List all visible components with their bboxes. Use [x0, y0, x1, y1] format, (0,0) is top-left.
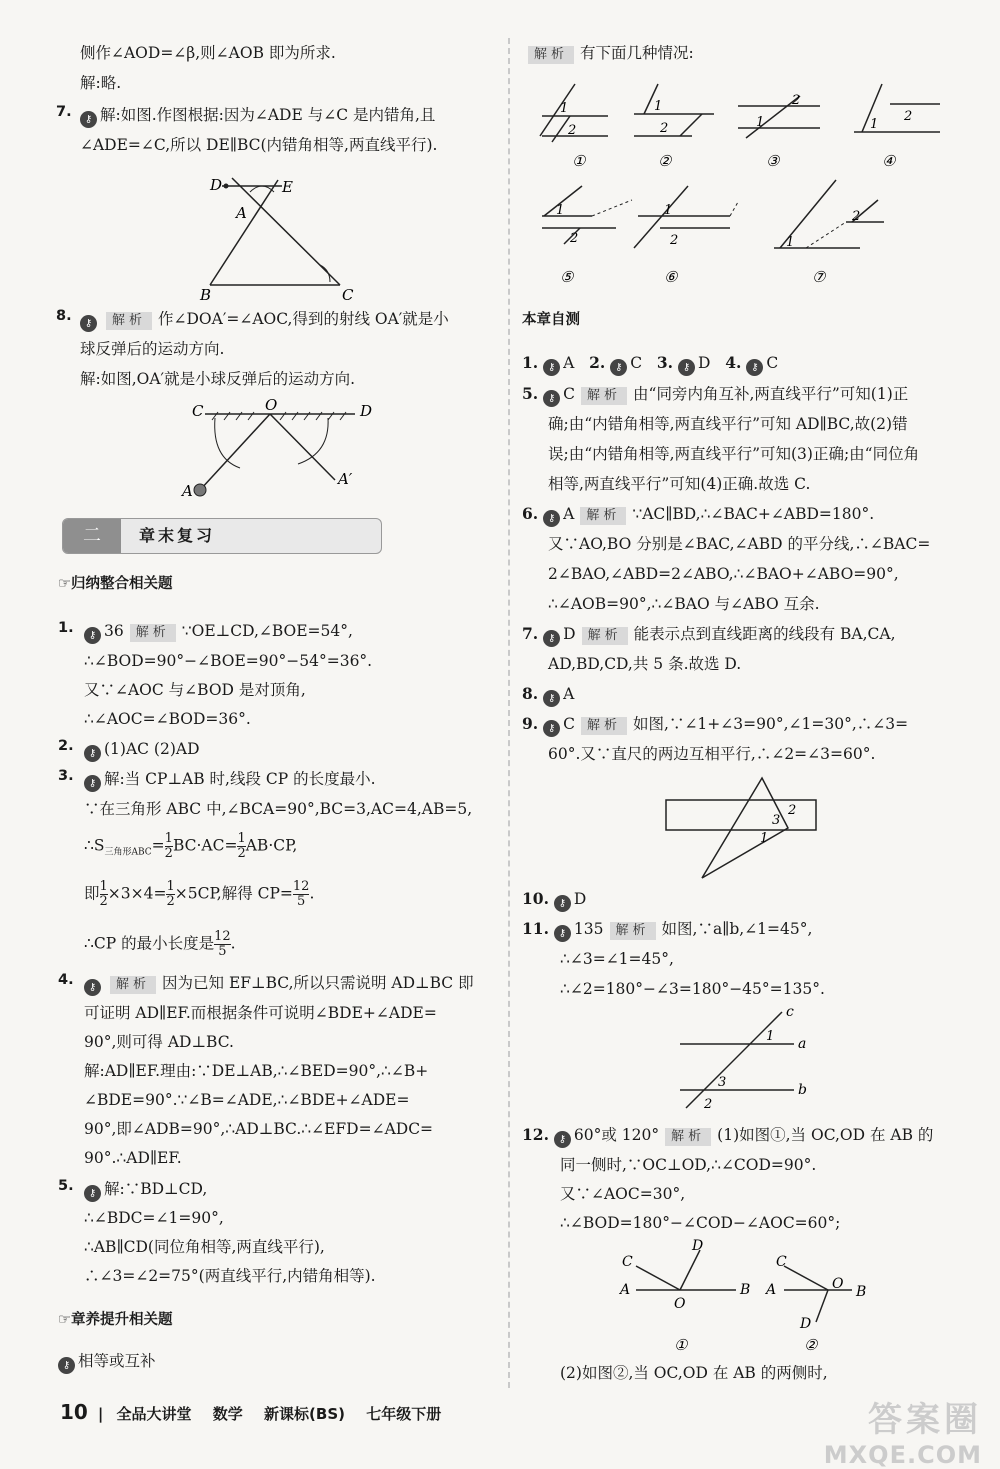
- text-line: 确;由“内错角相等,两直线平行”可知 AD∥BC,故(2)错: [548, 415, 908, 433]
- fraction: $\frac{1}{2}$: [99, 879, 108, 909]
- case-label: ②: [658, 152, 672, 170]
- subheading: 本章自测: [522, 312, 580, 328]
- text-line: 60°.又∵直尺的两边互相平行,∴∠2=∠3=60°.: [548, 745, 876, 763]
- text-line: (2)如图②,当 OC,OD 在 AB 的两侧时,: [560, 1364, 828, 1382]
- text-line: ⚷ 解:当 CP⊥AB 时,线段 CP 的长度最小.: [84, 768, 376, 792]
- label-A: A: [236, 204, 247, 222]
- key-icon: ⚷: [746, 359, 763, 376]
- angle-label: 3: [772, 813, 781, 828]
- key-icon: ⚷: [84, 745, 101, 762]
- analysis-tag: 解析: [528, 46, 574, 64]
- text-line: ∴∠BOD=180°−∠COD−∠AOC=60°;: [560, 1214, 841, 1232]
- label-A: A: [766, 1282, 777, 1298]
- text-line: ∴∠AOC=∠BOD=36°.: [84, 710, 251, 728]
- subheading: ☞归纳整合相关题: [58, 576, 173, 592]
- text-line: 解:略.: [80, 74, 122, 92]
- text-line: 5. ⚷ C 解析 由“同旁内角互补,两直线平行”可知(1)正: [522, 383, 908, 407]
- figure-angle-positions: [616, 1236, 886, 1356]
- text-line: 解:如图,OA′就是小球反弹后的运动方向.: [80, 370, 355, 388]
- svg-text:1: 1: [664, 203, 673, 218]
- text-line: 90°,则可得 AD⊥BC.: [84, 1033, 234, 1051]
- svg-text:2: 2: [570, 231, 579, 246]
- svg-text:2: 2: [660, 121, 669, 136]
- edition: 新课标(BS): [264, 1405, 345, 1423]
- question-number: 2.: [58, 738, 74, 754]
- case-label: ①: [674, 1336, 688, 1354]
- text-line: ⚷ 相等或互补: [58, 1350, 156, 1374]
- text-line: 8. ⚷ A: [522, 683, 574, 707]
- section-badge: 二: [63, 519, 121, 553]
- angle-label: 2: [788, 803, 797, 818]
- text-line: 解析 有下面几种情况:: [522, 42, 694, 64]
- label-A: A: [620, 1282, 631, 1298]
- question-number: 1.: [58, 620, 74, 636]
- key-icon: ⚷: [84, 627, 101, 644]
- case-label: ②: [804, 1336, 818, 1354]
- line-label-c: c: [786, 1004, 794, 1020]
- watermark-url: MXQE.COM: [823, 1441, 982, 1469]
- svg-text:2: 2: [568, 123, 577, 138]
- text-line: ⚷ (1)AC (2)AD: [84, 738, 200, 762]
- text-line: ⚷ 解析 作∠DOA′=∠AOC,得到的射线 OA′就是小: [80, 308, 449, 332]
- text-line: 可证明 AD∥EF.而根据条件可说明∠BDE+∠ADE=: [84, 1004, 437, 1022]
- label-C: C: [622, 1254, 633, 1270]
- watermark: [824, 1392, 982, 1469]
- figure-triangle-construction: [190, 170, 370, 305]
- text-line: ∴∠3=∠1=45°,: [560, 950, 674, 968]
- text-line: ⚷ 解析 因为已知 EF⊥BC,所以只需说明 AD⊥BC 即: [84, 972, 474, 996]
- line-label-a: a: [798, 1036, 807, 1052]
- label-D: D: [800, 1316, 812, 1332]
- case-label: ⑦: [812, 268, 826, 286]
- analysis-tag: 解析: [610, 922, 656, 940]
- text-line: 10. ⚷ D: [522, 888, 586, 912]
- label-D: D: [692, 1238, 704, 1254]
- question-number: 8.: [56, 308, 72, 324]
- page-footer: 10 | 全品大讲堂 数学 新课标(BS) 七年级下册: [60, 1400, 442, 1424]
- text-line: 90°,即∠ADB=90°,∴AD⊥BC.∴∠EFD=∠ADC=: [84, 1120, 434, 1138]
- label-O: O: [265, 398, 278, 414]
- svg-text:2: 2: [792, 93, 801, 108]
- analysis-tag: 解析: [581, 387, 627, 405]
- angle-label: 1: [766, 1029, 775, 1044]
- label-B: B: [200, 286, 212, 304]
- key-icon: ⚷: [80, 111, 97, 128]
- case-label: ①: [572, 152, 586, 170]
- fraction: $\frac{12}{5}$: [292, 879, 310, 909]
- key-icon: ⚷: [543, 390, 560, 407]
- text-line: ∴∠AOB=90°,∴∠BAO 与∠ABO 互余.: [548, 595, 820, 613]
- key-icon: ⚷: [554, 925, 571, 942]
- analysis-tag: 解析: [130, 624, 176, 642]
- text-line: 解:AD∥EF.理由:∵DE⊥AB,∴∠BED=90°,∴∠B+: [84, 1062, 429, 1080]
- text-line: ∴∠3=∠2=75°(两直线平行,内错角相等).: [84, 1267, 376, 1285]
- page-number: 10: [60, 1400, 88, 1424]
- analysis-tag: 解析: [110, 976, 156, 994]
- text-line: 7. ⚷ D 解析 能表示点到直线距离的线段有 BA,CA,: [522, 623, 896, 647]
- text-line: $\therefore S_{三角形ABC}=$ $\frac{1}{2}$ BC·AC= $\frac{1}{2}$ AB·CP,: [84, 831, 298, 861]
- angle-label: 3: [718, 1075, 727, 1090]
- label-O: O: [832, 1276, 844, 1292]
- svg-text:1: 1: [786, 235, 795, 250]
- text-line: 2∠BAO,∠ABD=2∠ABO,∴∠BAO+∠ABO=90°,: [548, 565, 899, 583]
- text-line: 即 $\frac{1}{2}$ ×3×4= $\frac{1}{2}$ ×5CP,解得 CP= $\frac{12}{5}$ .: [84, 879, 315, 909]
- analysis-tag: 解析: [580, 507, 626, 525]
- label-C: C: [192, 402, 204, 420]
- key-icon: ⚷: [84, 979, 101, 996]
- text-line: 又∵∠AOC 与∠BOD 是对顶角,: [84, 681, 306, 699]
- text-line: ∴∠BDC=∠1=90°,: [84, 1209, 224, 1227]
- answer-row: 1. ⚷ A 2. ⚷ C 3. ⚷ D 4. ⚷ C: [522, 352, 778, 376]
- text-line: 又∵AO,BO 分别是∠BAC,∠ABD 的平分线,∴∠BAC=: [548, 535, 931, 553]
- figure-reflection: [180, 398, 380, 503]
- svg-text:1: 1: [756, 115, 765, 130]
- angle-label: 1: [760, 831, 769, 846]
- key-icon: ⚷: [543, 720, 560, 737]
- key-icon: ⚷: [84, 775, 101, 792]
- text-line: 相等,两直线平行”可知(4)正确.故选 C.: [548, 475, 811, 493]
- text-line: 球反弹后的运动方向.: [80, 340, 225, 358]
- case-label: ⑤: [560, 268, 574, 286]
- fraction: $\frac{1}{2}$: [164, 831, 173, 861]
- case-label: ③: [766, 152, 780, 170]
- question-number: 5.: [58, 1178, 74, 1194]
- text-line: ∴CP 的最小长度是 $\frac{12}{5}$ .: [84, 929, 236, 959]
- svg-text:1: 1: [556, 203, 565, 218]
- text-line: ∠BDE=90°.∵∠B=∠ADE,∴∠BDE+∠ADE=: [84, 1091, 410, 1109]
- text-line: 同一侧时,∵OC⊥OD,∴∠COD=90°.: [560, 1156, 817, 1174]
- analysis-tag: 解析: [665, 1128, 711, 1146]
- svg-text:1: 1: [870, 117, 879, 132]
- svg-text:2: 2: [852, 209, 861, 224]
- label-C: C: [776, 1254, 787, 1270]
- text-line: ∴AB∥CD(同位角相等,两直线平行),: [84, 1238, 325, 1256]
- key-icon: ⚷: [543, 359, 560, 376]
- text-line: AD,BD,CD,共 5 条.故选 D.: [548, 655, 742, 673]
- label-D: D: [360, 402, 373, 420]
- case-label: ④: [882, 152, 896, 170]
- text-line: ∴∠2=180°−∠3=180°−45°=135°.: [560, 980, 825, 998]
- section-title: 章末复习: [139, 526, 216, 545]
- figure-ruler-triangle: [660, 774, 830, 884]
- label-B: B: [740, 1282, 751, 1298]
- question-number: 4.: [58, 972, 74, 988]
- key-icon: ⚷: [554, 1131, 571, 1148]
- label-C: C: [342, 286, 354, 304]
- fraction: $\frac{12}{5}$: [214, 929, 231, 959]
- key-icon: ⚷: [80, 315, 97, 332]
- text-line: 9. ⚷ C 解析 如图,∵∠1+∠3=90°,∠1=30°,∴∠3=: [522, 713, 908, 737]
- text-line: 90°.∴AD∥EF.: [84, 1149, 182, 1167]
- angle-label: 2: [704, 1097, 713, 1112]
- question-number: 7.: [56, 104, 72, 120]
- svg-text:2: 2: [670, 233, 679, 248]
- text-line: 侧作∠AOD=∠β,则∠AOB 即为所求.: [80, 44, 336, 62]
- subheading: ☞章养提升相关题: [58, 1312, 173, 1328]
- line-label-b: b: [798, 1082, 807, 1098]
- watermark-text: 答案圈: [868, 1400, 982, 1440]
- fraction: $\frac{1}{2}$: [166, 879, 175, 909]
- key-icon: ⚷: [678, 359, 695, 376]
- text-line: 又∵∠AOC=30°,: [560, 1185, 686, 1203]
- question-number: 3.: [58, 768, 74, 784]
- figure-parallel-lines: [676, 1004, 826, 1114]
- text-line: 6. ⚷ A 解析 ∵AC∥BD,∴∠BAC+∠ABD=180°.: [522, 503, 874, 527]
- section-header: [62, 518, 382, 554]
- grade: 七年级下册: [366, 1405, 442, 1423]
- fraction: $\frac{1}{2}$: [237, 831, 246, 861]
- analysis-tag: 解析: [581, 717, 627, 735]
- key-icon: ⚷: [84, 1185, 101, 1202]
- label-B: B: [856, 1284, 867, 1300]
- label-A: A: [182, 482, 193, 500]
- key-icon: ⚷: [58, 1357, 75, 1374]
- key-icon: ⚷: [543, 510, 560, 527]
- analysis-tag: 解析: [106, 312, 152, 330]
- text-line: 12. ⚷ 60°或 120° 解析 (1)如图①,当 OC,OD 在 AB 的: [522, 1124, 933, 1148]
- text-line: ⚷ 解:如图.作图根据:因为∠ADE 与∠C 是内错角,且: [80, 104, 435, 128]
- label-O: O: [674, 1296, 686, 1312]
- svg-text:2: 2: [904, 109, 913, 124]
- text-line: 11. ⚷ 135 解析 如图,∵a∥b,∠1=45°,: [522, 918, 812, 942]
- text-line: ⚷ 解:∵BD⊥CD,: [84, 1178, 207, 1202]
- svg-text:1: 1: [654, 99, 663, 114]
- case-label: ⑥: [664, 268, 678, 286]
- analysis-tag: 解析: [582, 627, 628, 645]
- text-line: ∴∠BOD=90°−∠BOE=90°−54°=36°.: [84, 652, 373, 670]
- brand: 全品大讲堂: [116, 1405, 192, 1423]
- label-A-prime: A′: [338, 470, 353, 488]
- subject: 数学: [212, 1405, 243, 1423]
- figure-angle-cases: [530, 76, 970, 286]
- text-line: 误;由“内错角相等,两直线平行”可知(3)正确;由“同位角: [548, 445, 920, 463]
- column-divider: [508, 38, 510, 1388]
- text-line: ∵在三角形 ABC 中,∠BCA=90°,BC=3,AC=4,AB=5,: [84, 800, 473, 818]
- label-E: E: [282, 178, 293, 196]
- text-line: ⚷ 36 解析 ∵OE⊥CD,∠BOE=54°,: [84, 620, 353, 644]
- key-icon: ⚷: [543, 690, 560, 707]
- svg-text:1: 1: [560, 101, 569, 116]
- key-icon: ⚷: [543, 630, 560, 647]
- key-icon: ⚷: [554, 895, 571, 912]
- key-icon: ⚷: [610, 359, 627, 376]
- label-D: D: [210, 176, 223, 194]
- text-line: ∠ADE=∠C,所以 DE∥BC(内错角相等,两直线平行).: [80, 136, 438, 154]
